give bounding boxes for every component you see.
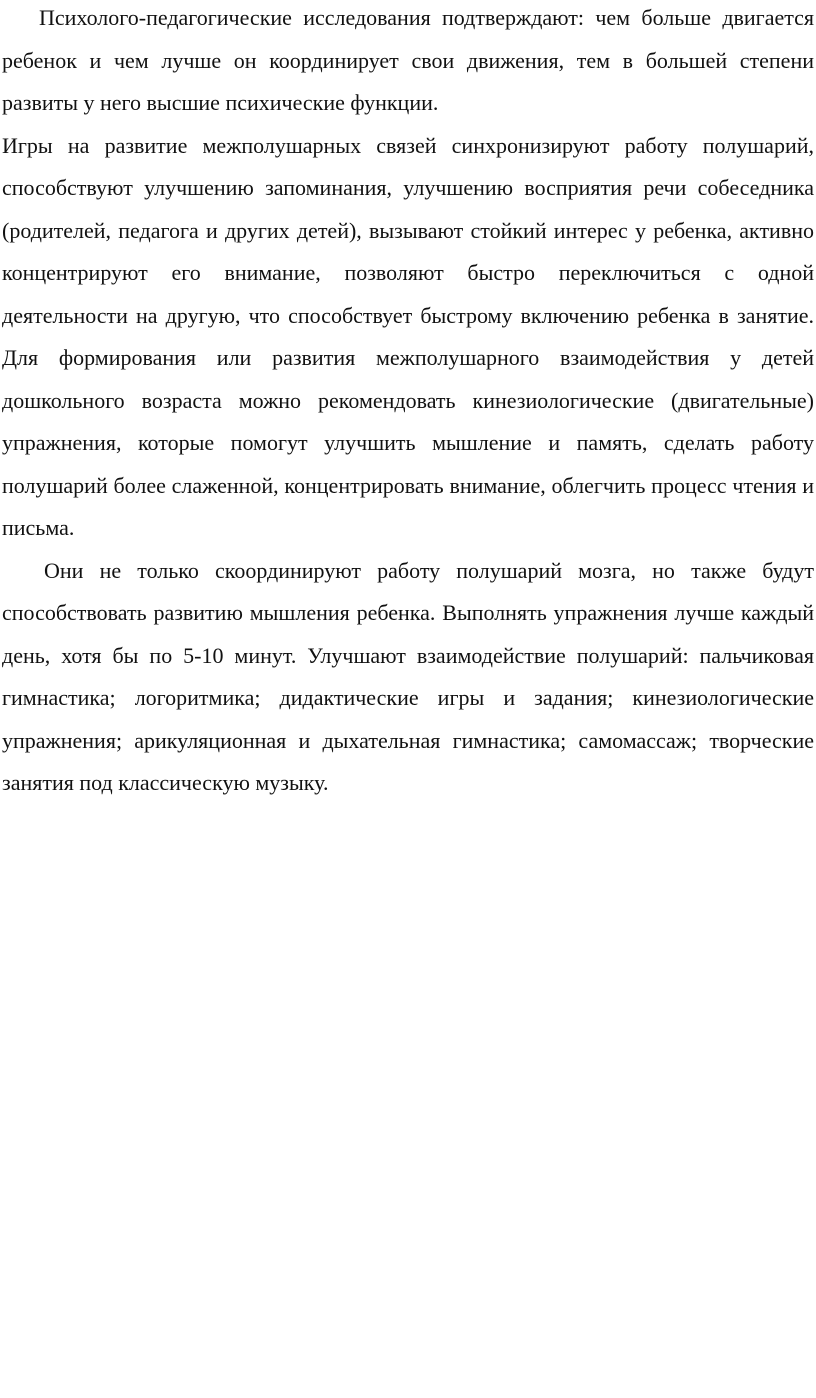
document-body (2, 0, 814, 805)
paragraph-1: Психолого-педагогические исследования подтверждают: чем больше двигается ребенок и чем лучше он координирует свои движения, тем в большей степени развиты у него высшие психические функции. (2, 5, 814, 115)
paragraph-3: Они не только скоординируют работу полушарий мозга, но также будут способствовать развитию мышления ребенка. Выполнять упражнения лучше каждый день, хотя бы по 5-10 минут. Улучшают взаимодействие полушарий: пальчиковая гимнастика; логоритмика; дидактические игры и задания; кинезиологические упражнения; арикуляционная и дыхательная гимнастика; самомассаж; творческие занятия под классическую музыку. (2, 557, 814, 795)
paragraph-2: Игры на развитие межполушарных связей синхронизируют работу полушарий, способствуют улучшению запоминания, улучшению восприятия речи собеседника (родителей, педагога и других детей), вызывают стойкий интерес у ребенка, активно концентрируют его внимание, позволяют быстро переключиться с одной деятельности на другую, что способствует быстрому включению ребенка в занятие. Для формирования или развития межполушарного взаимодействия у детей дошкольного возраста можно рекомендовать кинезиологические (двигательные) упражнения, которые помогут улучшить мышление и память, сделать работу полушарий более слаженной, концентрировать внимание, облегчить процесс чтения и письма. (2, 132, 814, 540)
